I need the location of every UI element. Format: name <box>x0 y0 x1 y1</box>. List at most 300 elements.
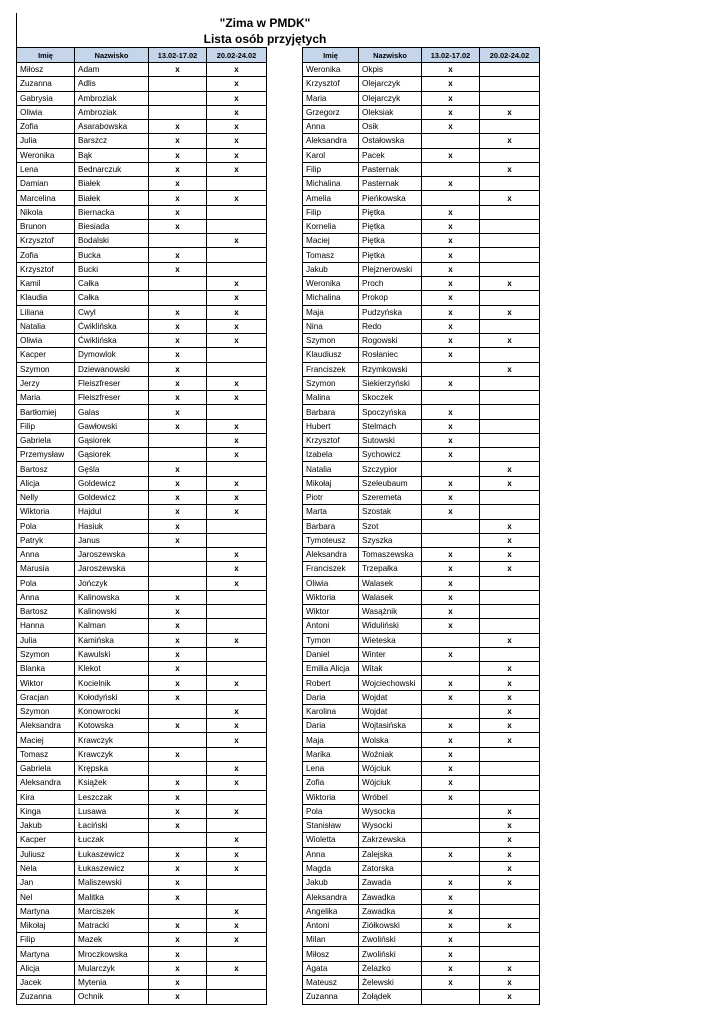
last-name-cell: Kalinowska <box>75 590 149 604</box>
week-2-cell: x <box>207 933 267 947</box>
week-2-cell: x <box>480 819 540 833</box>
last-name-cell: Wysocka <box>359 804 422 818</box>
last-name-cell: Piętka <box>359 219 422 233</box>
first-name-cell: Hanna <box>17 619 75 633</box>
table-row <box>17 590 267 604</box>
last-name-cell: Woźniak <box>359 747 422 761</box>
week-2-cell: x <box>207 391 267 405</box>
week-2-cell: x <box>480 305 540 319</box>
week-2-cell: x <box>480 976 540 990</box>
last-name-cell: Goldewicz <box>75 490 149 504</box>
table-row <box>17 448 267 462</box>
table-row <box>17 647 267 661</box>
week-2-cell: x <box>480 105 540 119</box>
week-2-cell: x <box>207 134 267 148</box>
week-1-cell <box>149 562 207 576</box>
last-name-cell: Krawczyk <box>75 733 149 747</box>
week-1-cell <box>422 990 480 1004</box>
table-row <box>303 933 540 947</box>
week-1-cell: x <box>149 804 207 818</box>
week-1-cell: x <box>149 134 207 148</box>
week-2-cell: x <box>207 448 267 462</box>
week-1-cell <box>422 462 480 476</box>
week-2-cell: x <box>207 276 267 290</box>
table-row <box>303 819 540 833</box>
first-name-cell: Karolina <box>303 704 359 718</box>
week-2-cell: x <box>207 804 267 818</box>
week-1-cell <box>149 576 207 590</box>
table-row <box>303 462 540 476</box>
table-row <box>303 276 540 290</box>
week-1-cell <box>149 548 207 562</box>
week-2-cell <box>207 990 267 1004</box>
week-1-cell <box>422 633 480 647</box>
last-name-cell: Zawadka <box>359 904 422 918</box>
week-2-cell <box>207 947 267 961</box>
week-2-cell: x <box>207 63 267 77</box>
week-2-cell <box>480 490 540 504</box>
first-name-cell: Franciszek <box>303 562 359 576</box>
week-2-cell <box>480 904 540 918</box>
table-row <box>17 505 267 519</box>
week-1-cell <box>422 134 480 148</box>
table-row <box>17 576 267 590</box>
table-row <box>303 605 540 619</box>
week-1-cell: x <box>149 391 207 405</box>
week-1-cell <box>422 804 480 818</box>
week-1-cell: x <box>422 762 480 776</box>
week-2-cell <box>480 933 540 947</box>
table-row <box>303 619 540 633</box>
week-2-cell: x <box>207 733 267 747</box>
first-name-cell: Mikołaj <box>17 918 75 932</box>
week-2-cell: x <box>480 961 540 975</box>
last-name-cell: Gawłowski <box>75 419 149 433</box>
week-1-cell <box>422 662 480 676</box>
table-row <box>303 505 540 519</box>
table-row <box>17 462 267 476</box>
table-row <box>303 947 540 961</box>
first-name-cell: Filip <box>303 162 359 176</box>
week-2-cell: x <box>207 904 267 918</box>
week-2-cell <box>480 376 540 390</box>
table-row <box>17 762 267 776</box>
first-name-cell: Grzegorz <box>303 105 359 119</box>
week-1-cell: x <box>149 876 207 890</box>
last-name-cell: Szyszka <box>359 533 422 547</box>
week-2-cell: x <box>207 548 267 562</box>
week-1-cell: x <box>149 319 207 333</box>
header-week-1: 13.02-17.02 <box>422 48 480 63</box>
week-1-cell: x <box>149 490 207 504</box>
last-name-cell: Sutowski <box>359 433 422 447</box>
header-last-name: Nazwisko <box>359 48 422 63</box>
first-name-cell: Barbara <box>303 405 359 419</box>
first-name-cell: Kornelia <box>303 219 359 233</box>
week-1-cell <box>422 519 480 533</box>
week-1-cell: x <box>422 733 480 747</box>
table-row <box>17 904 267 918</box>
table-row <box>17 947 267 961</box>
week-1-cell: x <box>422 419 480 433</box>
first-name-cell: Damian <box>17 177 75 191</box>
week-1-cell: x <box>422 334 480 348</box>
first-name-cell: Agata <box>303 961 359 975</box>
first-name-cell: Nikola <box>17 205 75 219</box>
last-name-cell: Zatorska <box>359 861 422 875</box>
last-name-cell: Łukaszewicz <box>75 847 149 861</box>
table-row <box>17 376 267 390</box>
week-1-cell: x <box>422 605 480 619</box>
last-name-cell: Pacek <box>359 148 422 162</box>
table-row <box>17 519 267 533</box>
first-name-cell: Jakub <box>303 262 359 276</box>
week-2-cell <box>207 605 267 619</box>
week-1-cell <box>422 533 480 547</box>
week-1-cell: x <box>149 918 207 932</box>
table-row <box>303 234 540 248</box>
week-2-cell <box>480 890 540 904</box>
week-1-cell: x <box>422 205 480 219</box>
week-1-cell: x <box>422 490 480 504</box>
table-row <box>303 134 540 148</box>
last-name-cell: Goldewicz <box>75 476 149 490</box>
week-1-cell: x <box>149 305 207 319</box>
table-row <box>303 205 540 219</box>
week-1-cell <box>422 861 480 875</box>
week-2-cell <box>480 248 540 262</box>
week-2-cell: x <box>480 833 540 847</box>
week-2-cell <box>480 619 540 633</box>
first-name-cell: Hubert <box>303 419 359 433</box>
table-row <box>303 91 540 105</box>
last-name-cell: Mroczkowska <box>75 947 149 961</box>
week-2-cell <box>207 262 267 276</box>
last-name-cell: Winter <box>359 647 422 661</box>
last-name-cell: Witak <box>359 662 422 676</box>
week-1-cell: x <box>149 63 207 77</box>
table-row <box>17 305 267 319</box>
week-1-cell: x <box>422 961 480 975</box>
last-name-cell: Szczypior <box>359 462 422 476</box>
last-name-cell: Żelazko <box>359 961 422 975</box>
week-1-cell: x <box>149 519 207 533</box>
table-row <box>303 548 540 562</box>
table-row <box>17 319 267 333</box>
last-name-cell: Spoczyńska <box>359 405 422 419</box>
week-1-cell <box>422 819 480 833</box>
table-row <box>17 804 267 818</box>
last-name-cell: Fleiszfreser <box>75 391 149 405</box>
first-name-cell: Miłosz <box>17 63 75 77</box>
last-name-cell: Hasiuk <box>75 519 149 533</box>
first-name-cell: Martyna <box>17 947 75 961</box>
week-2-cell <box>207 362 267 376</box>
first-name-cell: Tymon <box>303 633 359 647</box>
last-name-cell: Rogowski <box>359 334 422 348</box>
header-week-2: 20.02-24.02 <box>480 48 540 63</box>
table-row <box>17 733 267 747</box>
table-row <box>17 933 267 947</box>
table-row <box>17 847 267 861</box>
week-1-cell <box>149 105 207 119</box>
week-1-cell: x <box>149 819 207 833</box>
first-name-cell: Miłosz <box>303 947 359 961</box>
last-name-cell: Jaroszewska <box>75 548 149 562</box>
table-row <box>303 519 540 533</box>
last-name-cell: Kocielnik <box>75 676 149 690</box>
week-1-cell: x <box>422 305 480 319</box>
last-name-cell: Ziółkowski <box>359 918 422 932</box>
first-name-cell: Szymon <box>303 334 359 348</box>
header-last-name: Nazwisko <box>75 48 149 63</box>
table-row <box>303 990 540 1004</box>
last-name-cell: Pieńkowska <box>359 191 422 205</box>
week-2-cell <box>480 947 540 961</box>
last-name-cell: Wieteska <box>359 633 422 647</box>
last-name-cell: Walasek <box>359 576 422 590</box>
table-row <box>17 234 267 248</box>
week-2-cell <box>207 876 267 890</box>
first-name-cell: Malina <box>303 391 359 405</box>
last-name-cell: Widuliński <box>359 619 422 633</box>
last-name-cell: Rzymkowski <box>359 362 422 376</box>
first-name-cell: Nina <box>303 319 359 333</box>
week-2-cell: x <box>207 505 267 519</box>
last-name-cell: Wróbel <box>359 790 422 804</box>
first-name-cell: Bartosz <box>17 462 75 476</box>
first-name-cell: Zofia <box>17 120 75 134</box>
week-1-cell: x <box>422 719 480 733</box>
first-name-cell: Natalia <box>303 462 359 476</box>
document-subtitle: Lista osób przyjętych <box>203 32 327 46</box>
last-name-cell: Tomaszewska <box>359 548 422 562</box>
week-1-cell: x <box>149 405 207 419</box>
table-row <box>17 861 267 875</box>
week-1-cell: x <box>149 462 207 476</box>
week-2-cell: x <box>207 77 267 91</box>
week-2-cell: x <box>207 148 267 162</box>
week-2-cell: x <box>480 533 540 547</box>
first-name-cell: Juliusz <box>17 847 75 861</box>
table-row <box>17 120 267 134</box>
last-name-cell: Kalinowski <box>75 605 149 619</box>
table-row <box>17 690 267 704</box>
table-row <box>303 647 540 661</box>
last-name-cell: Wójciuk <box>359 762 422 776</box>
last-name-cell: Ambroziak <box>75 91 149 105</box>
week-2-cell: x <box>480 162 540 176</box>
week-2-cell: x <box>480 462 540 476</box>
first-name-cell: Julia <box>17 633 75 647</box>
week-1-cell <box>422 704 480 718</box>
table-row <box>303 334 540 348</box>
first-name-cell: Mikołaj <box>303 476 359 490</box>
first-name-cell: Maja <box>303 305 359 319</box>
week-1-cell <box>149 91 207 105</box>
week-1-cell: x <box>149 690 207 704</box>
week-1-cell: x <box>422 234 480 248</box>
first-name-cell: Oliwia <box>17 105 75 119</box>
left-border-line <box>16 13 17 47</box>
week-1-cell: x <box>422 976 480 990</box>
last-name-cell: Kawulski <box>75 647 149 661</box>
first-name-cell: Mateusz <box>303 976 359 990</box>
table-row <box>303 305 540 319</box>
last-name-cell: Walasek <box>359 590 422 604</box>
week-1-cell: x <box>149 890 207 904</box>
table-row <box>17 747 267 761</box>
last-name-cell: Krawczyk <box>75 747 149 761</box>
week-2-cell: x <box>480 362 540 376</box>
last-name-cell: Malitka <box>75 890 149 904</box>
week-1-cell: x <box>422 619 480 633</box>
last-name-cell: Marciszek <box>75 904 149 918</box>
first-name-cell: Zofia <box>17 248 75 262</box>
table-row <box>17 63 267 77</box>
week-2-cell: x <box>480 519 540 533</box>
week-2-cell: x <box>207 120 267 134</box>
week-2-cell: x <box>207 291 267 305</box>
first-name-cell: Szymon <box>17 704 75 718</box>
table-row <box>17 77 267 91</box>
week-1-cell: x <box>149 348 207 362</box>
first-name-cell: Alicja <box>17 476 75 490</box>
week-1-cell <box>149 291 207 305</box>
last-name-cell: Zawadka <box>359 890 422 904</box>
first-name-cell: Krzysztof <box>17 262 75 276</box>
week-2-cell <box>207 890 267 904</box>
last-name-cell: Lusawa <box>75 804 149 818</box>
week-1-cell: x <box>149 219 207 233</box>
first-name-cell: Tymoteusz <box>303 533 359 547</box>
first-name-cell: Gabriela <box>17 762 75 776</box>
week-1-cell: x <box>149 619 207 633</box>
first-name-cell: Zuzanna <box>17 77 75 91</box>
week-2-cell: x <box>207 961 267 975</box>
week-2-cell: x <box>207 234 267 248</box>
week-2-cell: x <box>480 134 540 148</box>
week-1-cell: x <box>149 747 207 761</box>
week-2-cell: x <box>480 804 540 818</box>
first-name-cell: Magda <box>303 861 359 875</box>
first-name-cell: Antoni <box>303 918 359 932</box>
first-name-cell: Anna <box>303 120 359 134</box>
first-name-cell: Emilia Alicja <box>303 662 359 676</box>
week-1-cell: x <box>422 933 480 947</box>
table-row <box>17 405 267 419</box>
week-2-cell: x <box>207 676 267 690</box>
week-1-cell: x <box>149 334 207 348</box>
week-2-cell: x <box>207 633 267 647</box>
table-row <box>303 904 540 918</box>
table-row <box>17 433 267 447</box>
table-row <box>303 790 540 804</box>
table-header-row <box>17 48 267 63</box>
week-1-cell: x <box>422 291 480 305</box>
week-2-cell: x <box>480 990 540 1004</box>
first-name-cell: Tomasz <box>303 248 359 262</box>
first-name-cell: Piotr <box>303 490 359 504</box>
table-row <box>17 990 267 1004</box>
first-name-cell: Aleksandra <box>303 548 359 562</box>
last-name-cell: Żelewski <box>359 976 422 990</box>
week-2-cell <box>207 619 267 633</box>
last-name-cell: Pudzyńska <box>359 305 422 319</box>
first-name-cell: Jerzy <box>17 376 75 390</box>
first-name-cell: Patryk <box>17 533 75 547</box>
week-2-cell: x <box>207 776 267 790</box>
week-2-cell: x <box>207 105 267 119</box>
last-name-cell: Bednarczuk <box>75 162 149 176</box>
last-name-cell: Galas <box>75 405 149 419</box>
last-name-cell: Osik <box>359 120 422 134</box>
last-name-cell: Wolska <box>359 733 422 747</box>
table-row <box>17 890 267 904</box>
week-1-cell <box>149 833 207 847</box>
last-name-cell: Konowrocki <box>75 704 149 718</box>
last-name-cell: Ochnik <box>75 990 149 1004</box>
last-name-cell: Kalman <box>75 619 149 633</box>
table-row <box>303 433 540 447</box>
last-name-cell: Rosłaniec <box>359 348 422 362</box>
week-2-cell <box>480 120 540 134</box>
week-1-cell: x <box>422 348 480 362</box>
week-2-cell <box>207 177 267 191</box>
last-name-cell: Żołądek <box>359 990 422 1004</box>
last-name-cell: Całka <box>75 291 149 305</box>
first-name-cell: Jacek <box>17 976 75 990</box>
table-row <box>303 105 540 119</box>
header-week-1: 13.02-17.02 <box>149 48 207 63</box>
table-row <box>17 391 267 405</box>
last-name-cell: Łuczak <box>75 833 149 847</box>
week-1-cell: x <box>149 961 207 975</box>
table-row <box>303 876 540 890</box>
week-1-cell <box>149 704 207 718</box>
week-1-cell: x <box>149 419 207 433</box>
table-row <box>303 704 540 718</box>
first-name-cell: Blanka <box>17 662 75 676</box>
last-name-cell: Biernacka <box>75 205 149 219</box>
first-name-cell: Wiktoria <box>303 590 359 604</box>
week-2-cell: x <box>480 847 540 861</box>
first-name-cell: Weronika <box>303 276 359 290</box>
week-2-cell <box>480 91 540 105</box>
week-2-cell: x <box>207 476 267 490</box>
table-row <box>17 918 267 932</box>
first-name-cell: Maciej <box>17 733 75 747</box>
last-name-cell: Wojtasińska <box>359 719 422 733</box>
last-name-cell: Łaciński <box>75 819 149 833</box>
first-name-cell: Franciszek <box>303 362 359 376</box>
table-row <box>303 177 540 191</box>
last-name-cell: Oleksiak <box>359 105 422 119</box>
table-row <box>303 362 540 376</box>
week-1-cell: x <box>149 861 207 875</box>
first-name-cell: Bartłomiej <box>17 405 75 419</box>
last-name-cell: Prokop <box>359 291 422 305</box>
last-name-cell: Biesiada <box>75 219 149 233</box>
table-row <box>17 91 267 105</box>
week-1-cell <box>149 448 207 462</box>
first-name-cell: Zuzanna <box>303 990 359 1004</box>
table-row <box>17 362 267 376</box>
week-2-cell: x <box>480 918 540 932</box>
week-2-cell <box>207 462 267 476</box>
week-2-cell <box>480 433 540 447</box>
week-2-cell: x <box>480 276 540 290</box>
